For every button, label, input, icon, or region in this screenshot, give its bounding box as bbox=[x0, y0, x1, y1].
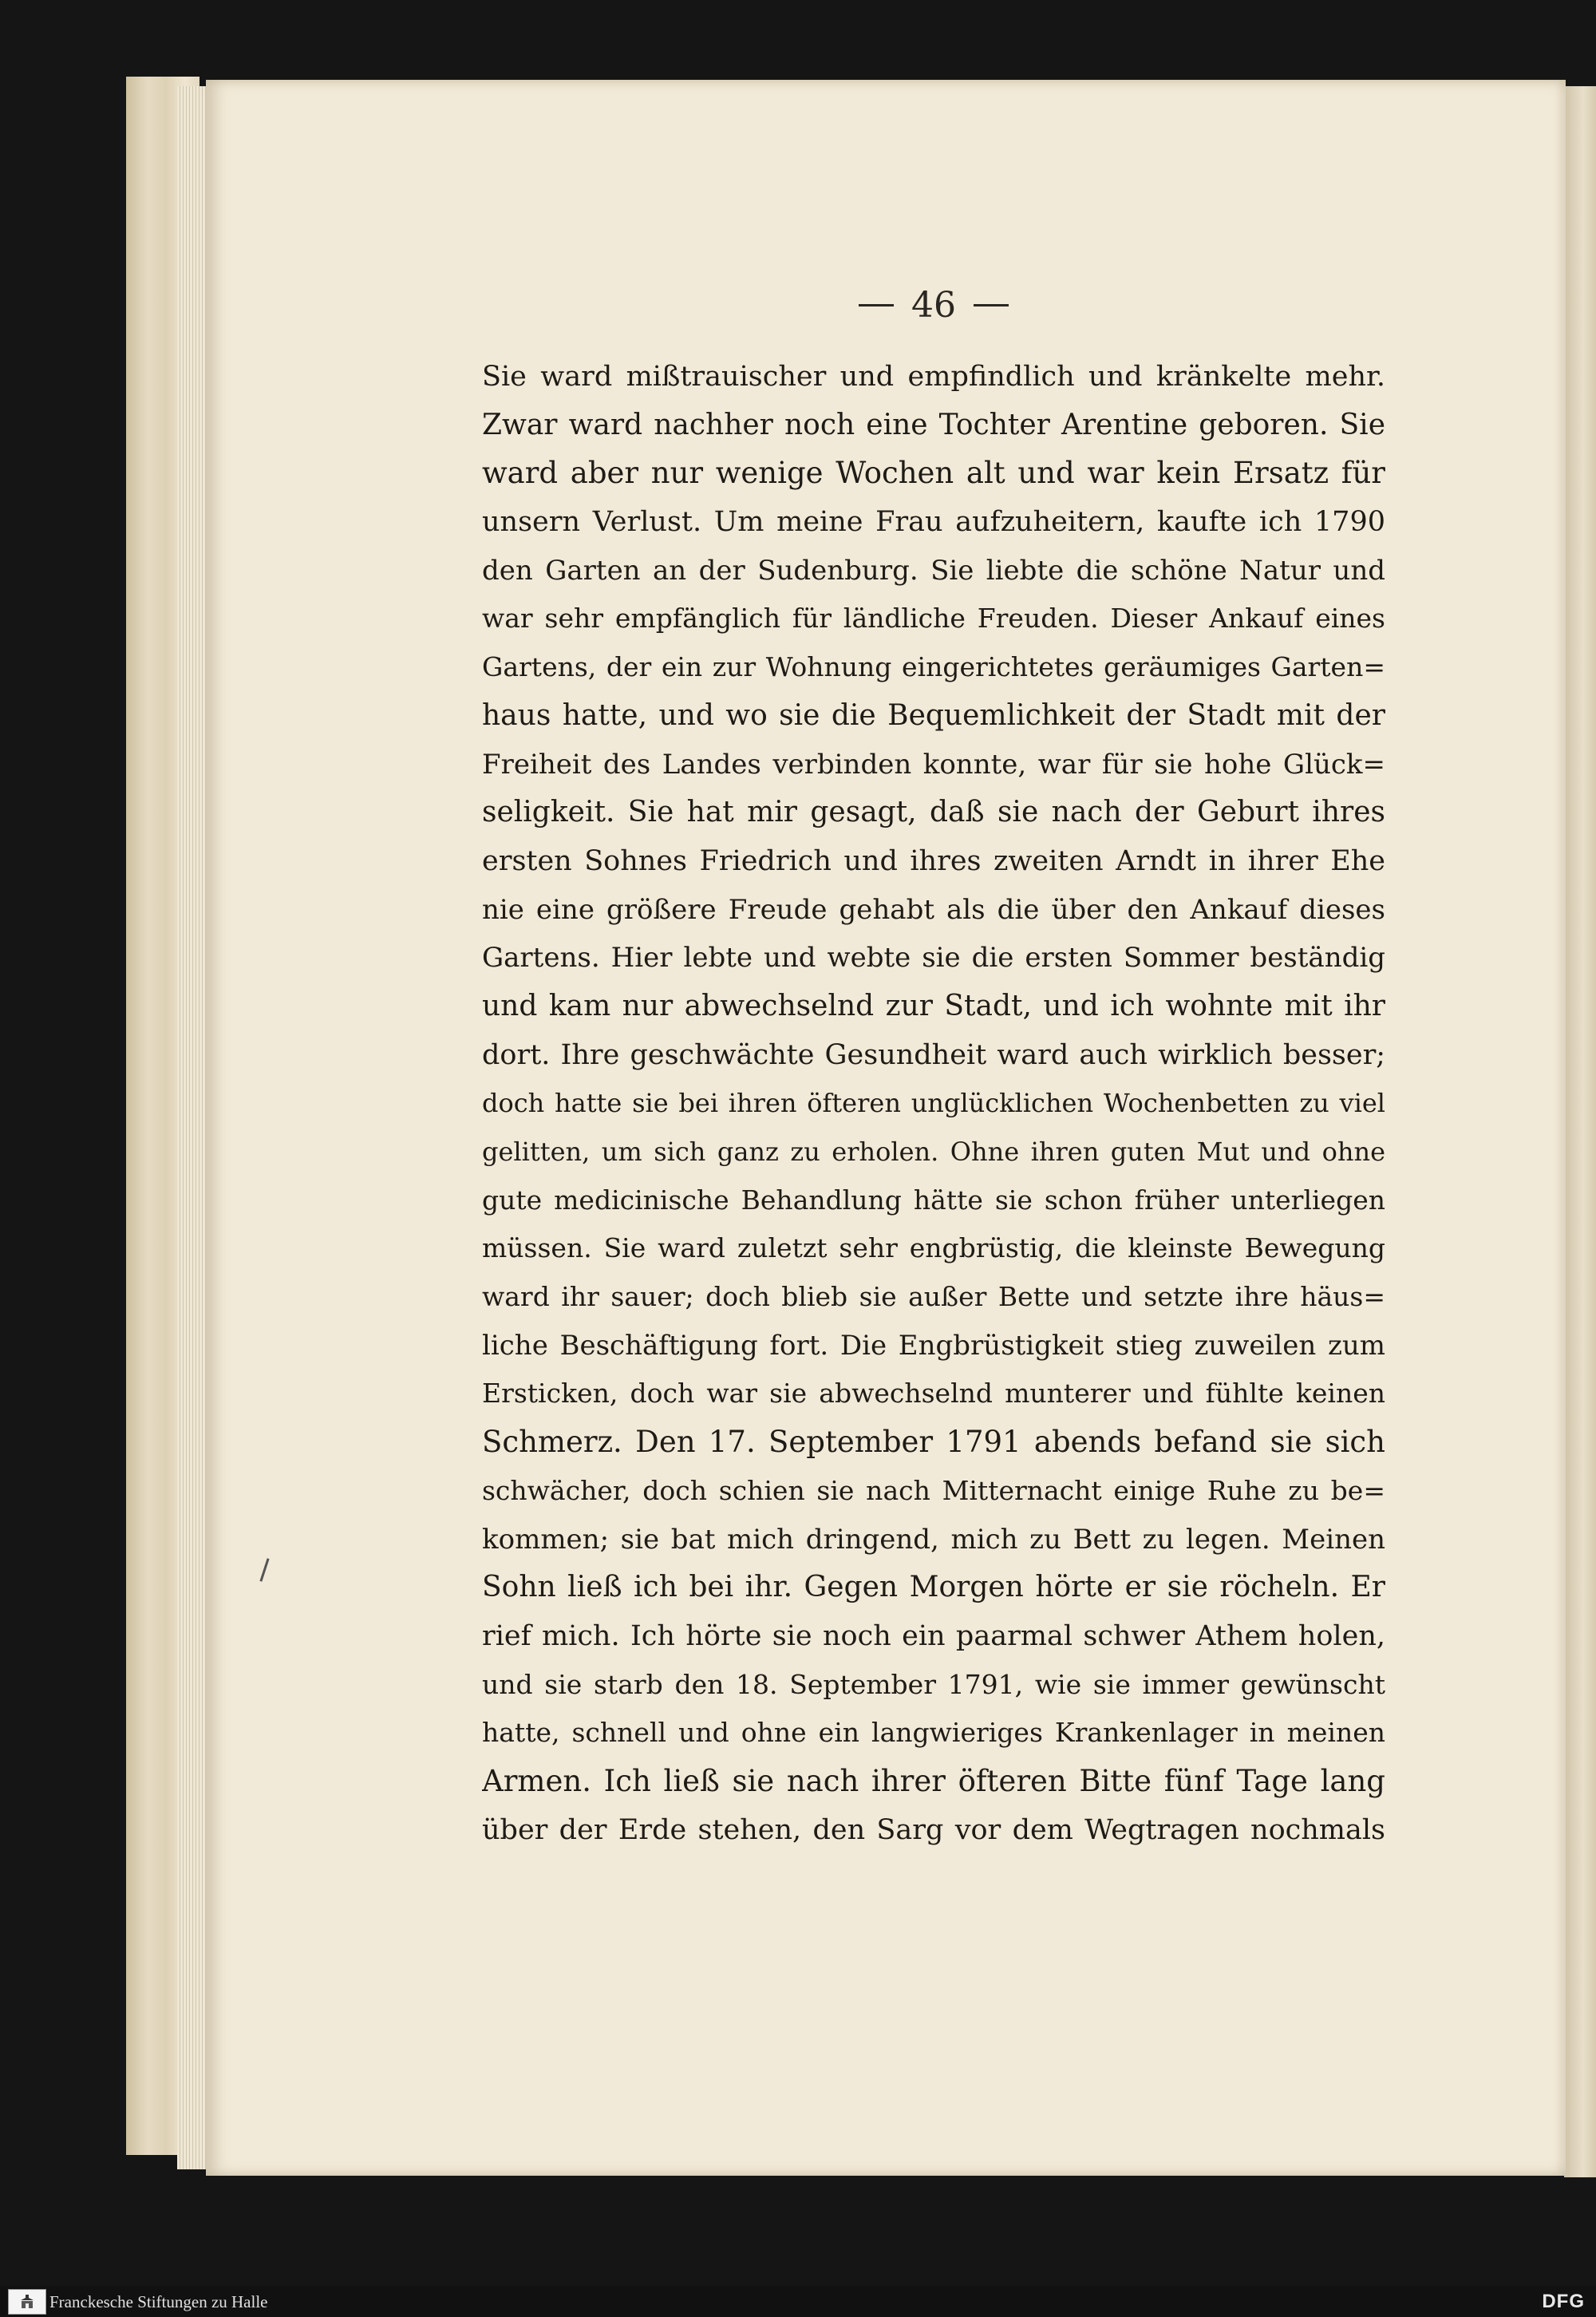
text-line: Ersticken, doch war sie abwechselnd munterer und fühlte keinen bbox=[482, 1378, 1385, 1410]
text-line: war sehr empfänglich für ländliche Freuden. Dieser Ankauf eines bbox=[482, 603, 1385, 635]
text-line: ward ihr sauer; doch blieb sie außer Bette und setzte ihre häus= bbox=[482, 1281, 1385, 1313]
text-line: nie eine größere Freude gehabt als die über den Ankauf dieses bbox=[482, 893, 1385, 926]
dfg-logo[interactable]: DFG bbox=[1542, 2291, 1585, 2312]
text-line: und sie starb den 18. September 1791, wie sie immer gewünscht bbox=[482, 1668, 1385, 1700]
next-page-edge bbox=[1564, 86, 1596, 2177]
text-line: und kam nur abwechselnd zur Stadt, und ich wohnte mit ihr bbox=[482, 989, 1385, 1022]
text-line: Gartens. Hier lebte und webte sie die ersten Sommer beständig bbox=[482, 942, 1385, 975]
text-line: liche Beschäftigung fort. Die Engbrüstigkeit stieg zuweilen zum bbox=[482, 1329, 1385, 1362]
text-line: unsern Verlust. Um meine Frau aufzuheitern, kaufte ich 1790 bbox=[482, 506, 1385, 539]
institution-name[interactable]: Franckesche Stiftungen zu Halle bbox=[49, 2292, 268, 2311]
page-number-value: 46 bbox=[911, 284, 956, 326]
foundation-building-icon bbox=[18, 2293, 36, 2311]
dash-left bbox=[859, 304, 894, 306]
page-number bbox=[830, 281, 1037, 329]
text-line: dort. Ihre geschwächte Gesundheit ward auch wirklich besser; bbox=[482, 1038, 1385, 1071]
text-line: Freiheit des Landes verbinden konnte, war für sie hohe Glück= bbox=[482, 748, 1385, 781]
text-line: Schmerz. Den 17. September 1791 abends befand sie sich bbox=[482, 1425, 1385, 1460]
institution-logo[interactable] bbox=[8, 2289, 46, 2315]
text-line: Zwar ward nachher noch eine Tochter Arentine geboren. Sie bbox=[482, 408, 1385, 441]
text-line: ersten Sohnes Friedrich und ihres zweiten Arndt in ihrer Ehe bbox=[482, 844, 1385, 877]
text-line: hatte, schnell und ohne ein langwieriges Krankenlager in meinen bbox=[482, 1717, 1385, 1749]
text-line: doch hatte sie bei ihren öfteren unglücklichen Wochenbetten zu viel bbox=[482, 1088, 1385, 1119]
text-line: haus hatte, und wo sie die Bequemlichkeit der Stadt mit der bbox=[482, 698, 1385, 732]
text-line: rief mich. Ich hörte sie noch ein paarmal schwer Athem holen, bbox=[482, 1619, 1385, 1652]
text-line: den Garten an der Sudenburg. Sie liebte die schöne Natur und bbox=[482, 554, 1385, 587]
text-line: schwächer, doch schien sie nach Mitternacht einige Ruhe zu be= bbox=[482, 1474, 1385, 1506]
text-line: Gartens, der ein zur Wohnung eingerichtetes geräumiges Garten= bbox=[482, 651, 1385, 683]
text-line: über der Erde stehen, den Sarg vor dem Wegtragen nochmals bbox=[482, 1813, 1385, 1846]
dash-right bbox=[974, 304, 1009, 306]
page-stack bbox=[177, 86, 207, 2169]
text-line: ward aber nur wenige Wochen alt und war kein Ersatz für bbox=[482, 456, 1385, 491]
text-line: gelitten, um sich ganz zu erholen. Ohne ihren guten Mut und ohne bbox=[482, 1137, 1385, 1167]
text-line: gute medicinische Behandlung hätte sie schon früher unterliegen bbox=[482, 1184, 1385, 1216]
footer-bar bbox=[0, 2286, 1596, 2317]
text-line: Armen. Ich ließ sie nach ihrer öfteren Bitte fünf Tage lang bbox=[482, 1763, 1385, 1798]
body-text bbox=[482, 353, 1385, 1854]
text-line: Sohn ließ ich bei ihr. Gegen Morgen hörte er sie röcheln. Er bbox=[482, 1571, 1385, 1604]
text-line: Sie ward mißtrauischer und empfindlich und kränkelte mehr. bbox=[482, 361, 1385, 393]
text-line: seligkeit. Sie hat mir gesagt, daß sie nach der Geburt ihres bbox=[482, 796, 1385, 829]
text-line: kommen; sie bat mich dringend, mich zu Bett zu legen. Meinen bbox=[482, 1523, 1385, 1556]
text-line: müssen. Sie ward zuletzt sehr engbrüstig, die kleinste Bewegung bbox=[482, 1232, 1385, 1264]
